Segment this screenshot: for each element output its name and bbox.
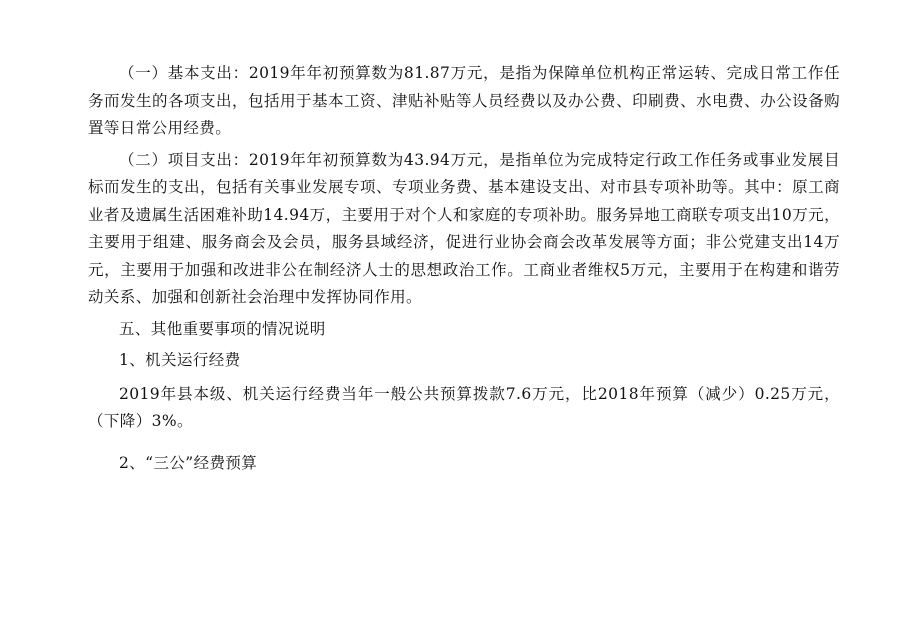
paragraph-project-expenditure: （二）项目支出：2019年年初预算数为43.94万元，是指单位为完成特定行政工作任务或事业发展目标而发生的支出，包括有关事业发展专项、专项业务费、基本建设支出、对市县专项补助等。其中：原工商业者及遗属生活困难补助14.94万，主要用于对个人和家庭的专项补助。服务异地工商联专项支出10万元，主要用于组建、服务商会及会员，服务县域经济，促进行业协会商会改革发展等方面；非公党建支出14万元，主要用于加强和改进非公在制经济人士的思想政治工作。工商业者维权5万元，主要用于在构建和谐劳动关系、加强和创新社会治理中发挥协同作用。 (88, 150, 840, 306)
paragraph-operating-costs: 2019年县本级、机关运行经费当年一般公共预算拨款7.6万元，比2018年预算（减少）0.25万元，（下降）3%。 (88, 384, 840, 430)
paragraph-basic-expenditure: （一）基本支出：2019年年初预算数为81.87万元，是指为保障单位机构正常运转、完成日常工作任务而发生的各项支出，包括用于基本工资、津贴补贴等人员经费以及办公费、印刷费、水电费、办公设备购置等日常公用经费。 (88, 64, 840, 137)
section-heading-other-matters: 五、其他重要事项的情况说明 (119, 319, 326, 338)
document-body (88, 60, 840, 477)
subheading-three-public-costs: 2、“三公”经费预算 (119, 453, 258, 472)
subheading-operating-costs: 1、机关运行经费 (119, 351, 241, 369)
